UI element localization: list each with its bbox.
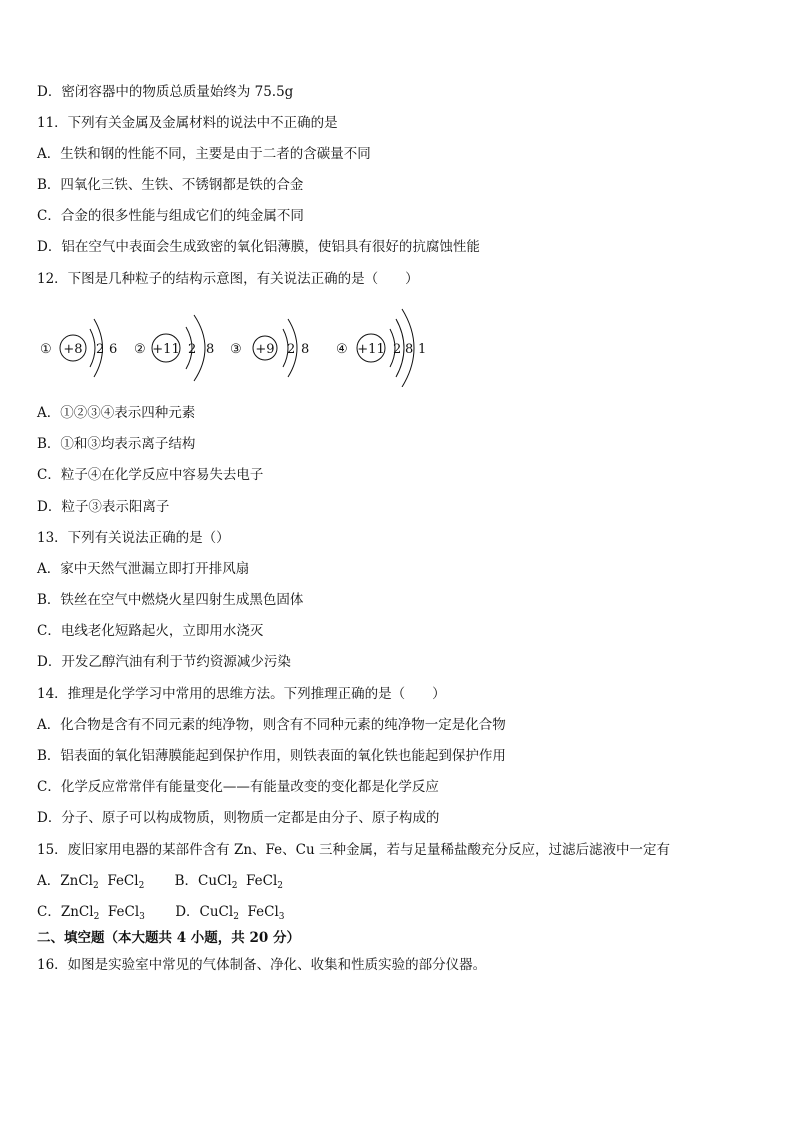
q15-option-c-formula-2-sub: 3 [139,912,145,922]
q15-option-c [37,903,145,926]
particle-3-index: ③ [230,342,242,357]
q15-option-d [175,903,284,926]
q15-options-row-2 [37,903,285,926]
q13-option-c: C．电线老化短路起火，立即用水浇灭 [37,623,264,639]
particle-2 [134,315,214,381]
particle-4-nucleus: +11 [357,342,385,357]
particle-1 [40,319,117,377]
particle-1-shell-2: 6 [109,342,118,357]
q15-option-b-formula-1-sub: 2 [231,881,238,891]
q12-option-a: A．①②③④表示四种元素 [37,405,196,421]
q15-option-b [175,872,283,895]
question-15: 15．废旧家用电器的某部件含有 Zn、Fe、Cu 三种金属，若与足量稀盐酸充分反应，过滤后滤液中一定有 [37,842,670,858]
q12-option-b: B．①和③均表示离子结构 [37,436,196,452]
q14-option-b: B．铝表面的氧化铝薄膜能起到保护作用，则铁表面的氧化铁也能起到保护作用 [37,748,506,764]
particle-4 [336,309,426,387]
q15-option-c-formula-1-sub: 2 [93,912,100,922]
q14-option-d: D．分子、原子可以构成物质，则物质一定都是由分子、原子构成的 [37,810,440,826]
q15-option-a-formula-1-sub: 2 [92,881,99,891]
q15-option-d-formula-2: FeCl [247,904,279,920]
q15-option-b-formula-2-sub: 2 [277,881,284,891]
q15-option-a [37,872,144,895]
q15-option-a-formula-1: ZnCl [60,873,93,889]
q13-option-b: B．铁丝在空气中燃烧火星四射生成黑色固体 [37,592,304,608]
q15-option-d-label: D． [175,904,200,920]
q11-option-d: D．铝在空气中表面会生成致密的氧化铝薄膜，使铝具有很好的抗腐蚀性能 [37,239,480,255]
particle-3 [230,319,309,377]
particle-2-shell-2: 8 [206,342,215,357]
q15-options-row-1 [37,872,283,895]
q15-option-b-formula-1: CuCl [198,873,232,889]
particle-3-shell-2: 8 [301,342,310,357]
q11-option-b: B．四氧化三铁、生铁、不锈钢都是铁的合金 [37,177,304,193]
q15-option-c-formula-2: FeCl [107,904,140,920]
q15-option-d-formula-1-sub: 2 [233,912,239,922]
q11-option-a: A．生铁和钢的性能不同，主要是由于二者的含碳量不同 [37,146,371,162]
q15-option-d-formula-1: CuCl [199,904,234,920]
q13-option-d: D．开发乙醇汽油有利于节约资源减少污染 [37,654,291,670]
q12-option-c: C．粒子④在化学反应中容易失去电子 [37,467,264,483]
particle-structure-diagram [38,305,458,387]
particle-1-shell-1-arc [90,329,95,367]
particle-1-shell-1: 2 [96,342,105,357]
q15-option-a-formula-2-sub: 2 [138,881,145,891]
particle-2-index: ② [134,342,146,357]
particle-4-shell-1: 2 [393,342,402,357]
q15-option-c-label: C． [37,904,61,920]
q14-option-a: A．化合物是含有不同元素的纯净物，则含有不同种元素的纯净物一定是化合物 [37,717,506,733]
question-14: 14．推理是化学学习中常用的思维方法。下列推理正确的是（ ） [37,686,446,702]
particle-1-nucleus: +8 [63,342,83,357]
particle-1-index: ① [40,342,52,357]
particle-4-shell-2: 8 [405,342,414,357]
q15-option-c-formula-1: ZnCl [60,904,94,920]
particle-3-shell-1: 2 [287,342,296,357]
q15-option-b-formula-2: FeCl [246,873,278,889]
section-2-heading: 二、填空题（本大题共 4 小题，共 20 分） [37,930,300,946]
q15-option-b-label: B． [174,873,199,889]
particle-4-index: ④ [336,342,348,357]
question-16: 16．如图是实验室中常见的气体制备、净化、收集和性质实验的部分仪器。 [37,957,487,973]
particle-2-nucleus: +11 [152,342,180,357]
q13-option-a: A．家中天然气泄漏立即打开排风扇 [37,561,250,577]
q15-option-d-formula-2-sub: 3 [278,912,285,922]
q15-option-a-formula-2: FeCl [107,873,139,889]
question-11: 11．下列有关金属及金属材料的说法中不正确的是 [37,115,338,131]
q14-option-c: C．化学反应常常伴有能量变化——有能量改变的变化都是化学反应 [37,779,439,795]
particle-3-nucleus: +9 [255,342,275,357]
question-12: 12．下图是几种粒子的结构示意图，有关说法正确的是（ ） [37,271,419,287]
particle-4-shell-3: 1 [418,342,427,357]
q15-option-a-label: A． [37,873,61,889]
q11-option-c: C．合金的很多性能与组成它们的纯金属不同 [37,208,304,224]
q10-option-d: D．密闭容器中的物质总质量始终为 75.5g [37,84,294,100]
question-13: 13．下列有关说法正确的是（） [37,530,230,546]
particle-2-shell-1: 2 [188,342,197,357]
q12-option-d: D．粒子③表示阳离子 [37,499,170,515]
